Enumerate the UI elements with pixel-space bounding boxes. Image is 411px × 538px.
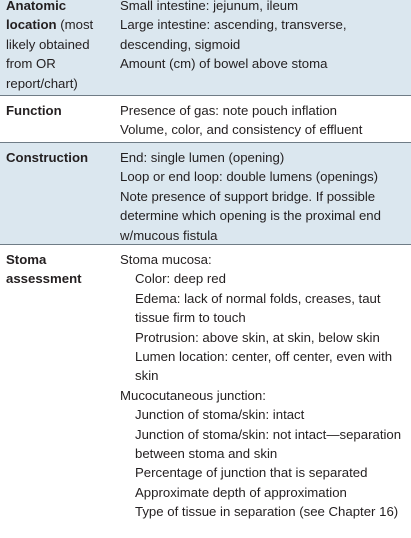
value-line: Mucocutaneous junction: [120,387,266,403]
row-values [113,148,411,244]
table-row-construction [0,142,411,244]
row-label [0,250,113,538]
value-line: Approximate depth of approximation [135,484,347,500]
row-values [113,250,411,538]
table-row-anatomic-location [0,0,411,95]
value-line: Junction of stoma/skin: intact [135,407,305,423]
table-row-stoma-assessment [0,244,411,538]
value-line: Presence of gas: note pouch inflation [120,103,338,118]
row-label [0,148,113,244]
value-line: Amount (cm) of bowel above stoma [120,56,328,72]
value-line: Large intestine: ascending, transverse, descending, sigmoid [120,17,347,52]
row-values [113,101,411,142]
row-label [0,0,113,95]
value-line: Loop or end loop: double lumens (openings) [120,169,379,185]
value-line: Lumen location: center, off center, even with skin [135,349,393,384]
row-values [113,0,411,95]
row-label-bold: Function [6,103,62,118]
value-line: Junction of stoma/skin: not intact—separation between stoma and skin [135,426,402,462]
value-line: Protrusion: above skin, at skin, below skin [135,329,380,345]
value-line: Note presence of support bridge. If possible determine which opening is the proximal end w/mucous fistula [120,188,381,243]
row-label-note: (most likely obtained from OR report/chart) [6,17,94,91]
row-label-bold: Anatomic location [6,0,67,33]
row-label-bold: Stoma assessment [6,252,82,287]
row-label [0,101,113,142]
value-line: End: single lumen (opening) [120,150,285,165]
value-line: Color: deep red [135,271,226,287]
table-row-function [0,95,411,142]
row-label-bold: Construction [6,150,89,165]
value-line: Edema: lack of normal folds, creases, taut tissue firm to touch [135,290,381,326]
value-line: Stoma mucosa: [120,252,212,267]
value-line: Type of tissue in separation (see Chapter 16) [135,504,399,520]
value-line: Percentage of junction that is separated [135,465,368,481]
value-line: Volume, color, and consistency of effluent [120,122,363,138]
value-line: Small intestine: jejunum, ileum [120,0,299,13]
